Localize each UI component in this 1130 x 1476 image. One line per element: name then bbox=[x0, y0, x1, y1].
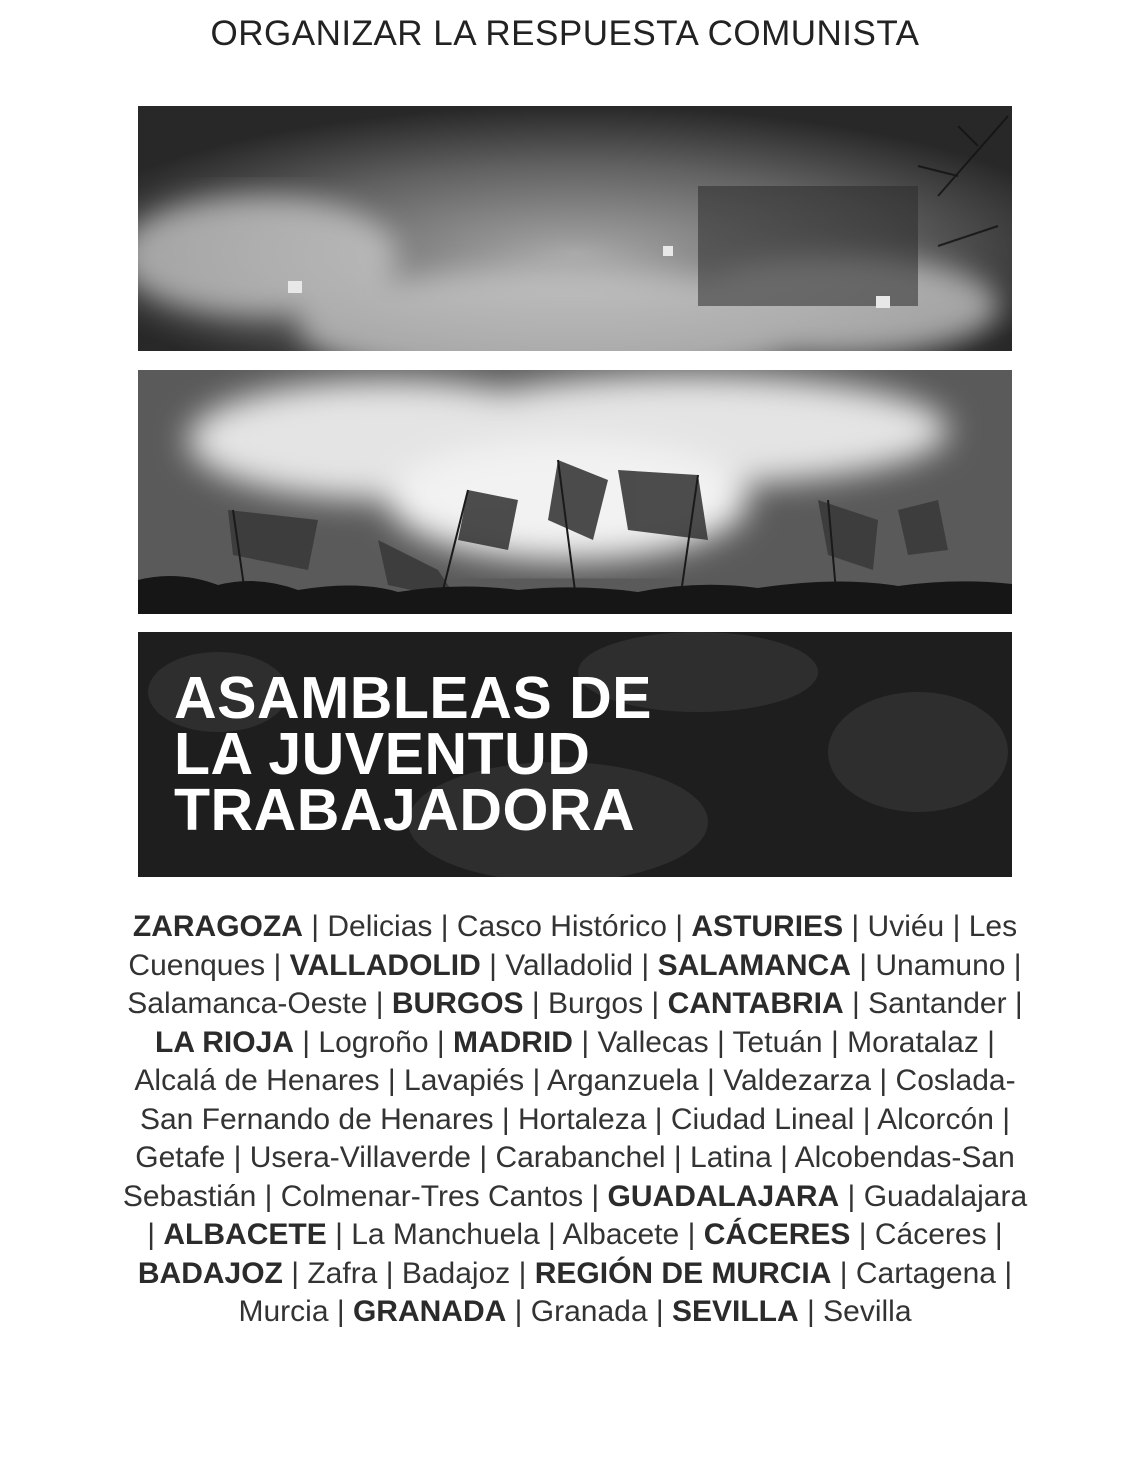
assembly-name: Alcorcón bbox=[877, 1102, 994, 1136]
separator: | bbox=[843, 987, 869, 1020]
separator: | bbox=[524, 1064, 547, 1097]
assembly-name: Moratalaz bbox=[847, 1025, 979, 1059]
separator: | bbox=[1005, 948, 1022, 982]
region-name: SEVILLA bbox=[671, 1295, 799, 1328]
separator: | bbox=[647, 1295, 672, 1328]
assembly-name: Salamanca-Oeste bbox=[127, 987, 368, 1020]
separator: | bbox=[326, 1218, 352, 1251]
separator: | bbox=[377, 1256, 402, 1290]
assembly-name: Granada bbox=[530, 1295, 648, 1328]
assembly-name: Cartagena bbox=[855, 1256, 996, 1290]
separator: | bbox=[986, 1218, 1003, 1251]
assembly-name: Casco Histórico bbox=[456, 910, 667, 943]
separator: | bbox=[843, 910, 868, 943]
assembly-name: Colmenar-Tres Cantos bbox=[280, 1179, 584, 1213]
separator: | bbox=[798, 1295, 824, 1328]
separator: | bbox=[996, 1256, 1013, 1290]
separator: | bbox=[428, 1025, 453, 1059]
headline bbox=[174, 665, 653, 843]
separator: | bbox=[302, 910, 328, 943]
separator: | bbox=[583, 1179, 608, 1213]
separator: | bbox=[771, 1141, 795, 1174]
flags-crowd-image bbox=[138, 370, 1012, 614]
assembly-name: Arganzuela bbox=[546, 1064, 699, 1097]
assembly-name: Ciudad Lineal bbox=[670, 1102, 855, 1136]
separator: | bbox=[944, 910, 969, 943]
separator: | bbox=[698, 1064, 724, 1097]
separator: | bbox=[282, 1256, 308, 1290]
region-name: LA RIOJA bbox=[155, 1025, 294, 1059]
region-name: GRANADA bbox=[352, 1295, 507, 1328]
assembly-name: Latina bbox=[690, 1141, 772, 1174]
separator: | bbox=[265, 948, 290, 982]
separator: | bbox=[850, 948, 876, 982]
assembly-name: Valladolid bbox=[505, 948, 634, 982]
region-name: ALBACETE bbox=[163, 1218, 327, 1251]
headline-line-1: ASAMBLEAS DE bbox=[174, 665, 653, 731]
page-title: ORGANIZAR LA RESPUESTA COMUNISTA bbox=[210, 14, 920, 53]
assembly-name: Lavapiés bbox=[404, 1064, 525, 1097]
assembly-name: Zafra bbox=[307, 1256, 378, 1290]
assembly-name: Carabanchel bbox=[495, 1141, 666, 1174]
separator: | bbox=[256, 1179, 281, 1213]
assembly-name: Badajoz bbox=[401, 1256, 511, 1290]
assembly-name: Alcalá de Henares bbox=[134, 1064, 380, 1097]
separator: | bbox=[633, 948, 658, 982]
separator: | bbox=[708, 1025, 733, 1059]
separator: | bbox=[480, 948, 506, 982]
separator: | bbox=[539, 1218, 563, 1251]
assembly-name: Uviéu bbox=[867, 910, 945, 943]
separator: | bbox=[666, 910, 692, 943]
assembly-name: Guadalajara bbox=[863, 1179, 1028, 1213]
assembly-name: Les Cuenques bbox=[128, 910, 1018, 982]
assembly-name: Murcia bbox=[238, 1295, 329, 1328]
assembly-name: Coslada-San Fernando de Henares bbox=[139, 1064, 1016, 1136]
separator: | bbox=[510, 1256, 535, 1290]
separator: | bbox=[646, 1102, 671, 1136]
separator: | bbox=[379, 1064, 405, 1097]
region-name: CÁCERES bbox=[703, 1218, 851, 1251]
assembly-name: Alcobendas-San Sebastián bbox=[122, 1141, 1015, 1213]
separator: | bbox=[850, 1218, 875, 1251]
protest-photo-strip-bottom bbox=[138, 632, 1012, 877]
separator: | bbox=[1006, 987, 1023, 1020]
separator: | bbox=[367, 987, 392, 1020]
separator: | bbox=[839, 1179, 864, 1213]
headline-line-2: LA JUVENTUD bbox=[174, 721, 591, 787]
assembly-name: Tetuán bbox=[732, 1025, 823, 1059]
separator: | bbox=[432, 910, 457, 943]
separator: | bbox=[470, 1141, 496, 1174]
assembly-name: Logroño bbox=[318, 1025, 429, 1059]
separator: | bbox=[854, 1102, 878, 1136]
region-name: BADAJOZ bbox=[137, 1256, 283, 1290]
assembly-name: Burgos bbox=[548, 987, 644, 1020]
assembly-name: La Manchuela bbox=[351, 1218, 540, 1251]
separator: | bbox=[643, 987, 668, 1020]
assembly-name: Unamuno bbox=[875, 948, 1006, 982]
separator: | bbox=[871, 1064, 896, 1097]
separator: | bbox=[978, 1025, 995, 1059]
assembly-name: Hortaleza bbox=[518, 1102, 647, 1136]
assembly-name: Usera-Villaverde bbox=[249, 1141, 471, 1174]
separator: | bbox=[665, 1141, 691, 1174]
region-name: MADRID bbox=[452, 1025, 573, 1059]
region-name: CANTABRIA bbox=[667, 987, 844, 1020]
region-name: VALLADOLID bbox=[289, 948, 481, 982]
region-name: REGIÓN DE MURCIA bbox=[534, 1256, 832, 1290]
region-name: ZARAGOZA bbox=[132, 910, 303, 943]
protest-photo-strip-top bbox=[138, 106, 1012, 351]
assembly-name: Valdezarza bbox=[723, 1064, 872, 1097]
assembly-name: Cáceres bbox=[874, 1218, 987, 1251]
separator: | bbox=[822, 1025, 848, 1059]
assembly-name: Sevilla bbox=[823, 1295, 912, 1328]
separator: | bbox=[328, 1295, 353, 1328]
region-name: SALAMANCA bbox=[657, 948, 851, 982]
region-name: ASTURIES bbox=[691, 910, 844, 943]
region-name: GUADALAJARA bbox=[607, 1179, 840, 1213]
headline-line-3: TRABAJADORA bbox=[174, 777, 636, 843]
assembly-name: Vallecas bbox=[597, 1025, 709, 1059]
separator: | bbox=[679, 1218, 704, 1251]
protest-photo-strip-middle bbox=[138, 370, 1012, 614]
region-name: BURGOS bbox=[391, 987, 524, 1020]
assembly-list bbox=[118, 908, 1032, 1332]
separator: | bbox=[831, 1256, 856, 1290]
assembly-name: Albacete bbox=[562, 1218, 680, 1251]
separator: | bbox=[993, 1102, 1011, 1136]
smoke-image bbox=[138, 106, 1012, 351]
separator: | bbox=[523, 987, 549, 1020]
assembly-name: Delicias bbox=[327, 910, 433, 943]
separator: | bbox=[147, 1218, 164, 1251]
separator: | bbox=[493, 1102, 518, 1136]
separator: | bbox=[572, 1025, 598, 1059]
assembly-name: Getafe bbox=[135, 1141, 226, 1174]
separator: | bbox=[506, 1295, 531, 1328]
assembly-name: Santander bbox=[868, 987, 1007, 1020]
separator: | bbox=[225, 1141, 250, 1174]
separator: | bbox=[293, 1025, 319, 1059]
